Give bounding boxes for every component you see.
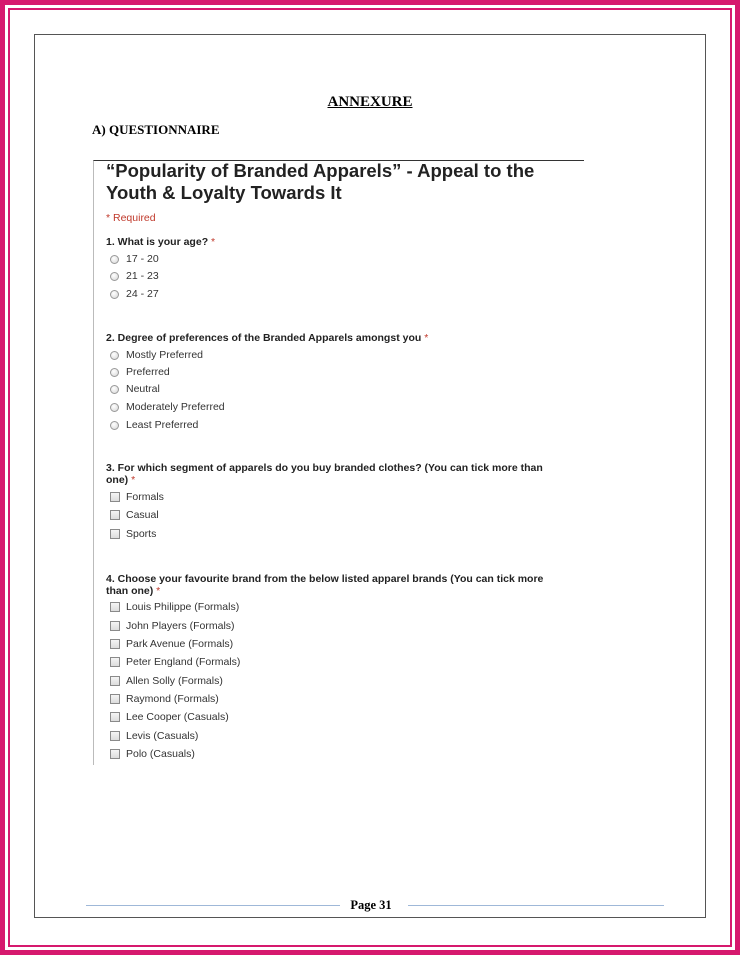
option-label: Formals — [126, 491, 164, 503]
question-3-text-line-2: one) — [106, 474, 129, 486]
question-1-text: 1. What is your age? — [106, 236, 209, 248]
checkbox[interactable] — [110, 639, 120, 649]
q2-option[interactable] — [110, 382, 160, 396]
question-3 — [106, 462, 576, 486]
option-label: Park Avenue (Formals) — [126, 638, 234, 650]
q4-option[interactable] — [110, 655, 240, 669]
q2-option[interactable] — [110, 400, 225, 414]
question-4-text-line-1: 4. Choose your favourite brand from the below listed apparel brands (You can tick more — [106, 573, 544, 585]
option-label: Lee Cooper (Casuals) — [126, 711, 229, 723]
option-label: Moderately Preferred — [126, 401, 225, 413]
option-label: Peter England (Formals) — [126, 656, 241, 668]
required-star: * — [156, 585, 161, 597]
question-4 — [106, 573, 576, 597]
footer-rule-right — [408, 905, 664, 906]
question-2-text: 2. Degree of preferences of the Branded Apparels amongst you — [106, 332, 422, 344]
required-star: * — [131, 474, 136, 486]
option-label: Casual — [126, 509, 159, 521]
option-label: Allen Solly (Formals) — [126, 675, 223, 687]
checkbox[interactable] — [110, 529, 120, 539]
radio-button[interactable] — [110, 290, 119, 299]
q2-option[interactable] — [110, 418, 198, 432]
option-label: 21 - 23 — [126, 270, 159, 282]
option-label: Neutral — [126, 383, 160, 395]
checkbox[interactable] — [110, 510, 120, 520]
option-label: Levis (Casuals) — [126, 730, 199, 742]
checkbox[interactable] — [110, 712, 120, 722]
q4-option[interactable] — [110, 747, 195, 761]
q3-option[interactable] — [110, 508, 159, 522]
question-1 — [106, 236, 576, 248]
q1-option[interactable] — [110, 287, 159, 301]
q4-option[interactable] — [110, 729, 198, 743]
checkbox[interactable] — [110, 657, 120, 667]
q1-option[interactable] — [110, 252, 159, 266]
radio-button[interactable] — [110, 421, 119, 430]
footer-rule-left — [86, 905, 340, 906]
radio-button[interactable] — [110, 403, 119, 412]
checkbox[interactable] — [110, 694, 120, 704]
required-star: * — [211, 236, 216, 248]
q2-option[interactable] — [110, 348, 203, 362]
q3-option[interactable] — [110, 527, 156, 541]
q4-option[interactable] — [110, 637, 233, 651]
option-label: Polo (Casuals) — [126, 748, 195, 760]
checkbox[interactable] — [110, 749, 120, 759]
option-label: 24 - 27 — [126, 288, 159, 300]
q4-option[interactable] — [110, 600, 239, 614]
q4-option[interactable] — [110, 674, 223, 688]
option-label: Mostly Preferred — [126, 349, 204, 361]
question-3-text-line-1: 3. For which segment of apparels do you buy branded clothes? (You can tick more than — [106, 462, 543, 474]
checkbox[interactable] — [110, 621, 120, 631]
option-label: Sports — [126, 528, 157, 540]
q3-option[interactable] — [110, 490, 164, 504]
option-label: Raymond (Formals) — [126, 693, 219, 705]
annexure-heading: ANNEXURE — [327, 94, 413, 110]
form-title-line-1: “Popularity of Branded Apparels” - Appeal to the — [106, 160, 535, 181]
form-title-line-2: Youth & Loyalty Towards It — [106, 182, 342, 203]
q4-option[interactable] — [110, 619, 235, 633]
checkbox[interactable] — [110, 602, 120, 612]
q4-option[interactable] — [110, 692, 219, 706]
form-title — [106, 160, 576, 204]
required-note: * Required — [106, 212, 156, 224]
q4-option[interactable] — [110, 710, 229, 724]
radio-button[interactable] — [110, 272, 119, 281]
option-label: Preferred — [126, 366, 170, 378]
required-star: * — [424, 332, 429, 344]
radio-button[interactable] — [110, 351, 119, 360]
checkbox[interactable] — [110, 676, 120, 686]
q1-option[interactable] — [110, 269, 159, 283]
option-label: 17 - 20 — [126, 253, 159, 265]
question-2 — [106, 332, 576, 344]
page-number: Page 31 — [350, 898, 392, 912]
option-label: Louis Philippe (Formals) — [126, 601, 240, 613]
question-4-text-line-2: than one) — [106, 585, 154, 597]
checkbox[interactable] — [110, 731, 120, 741]
radio-button[interactable] — [110, 368, 119, 377]
radio-button[interactable] — [110, 385, 119, 394]
checkbox[interactable] — [110, 492, 120, 502]
radio-button[interactable] — [110, 255, 119, 264]
section-label: A) QUESTIONNAIRE — [92, 122, 220, 137]
option-label: John Players (Formals) — [126, 620, 235, 632]
option-label: Least Preferred — [126, 419, 199, 431]
q2-option[interactable] — [110, 365, 170, 379]
